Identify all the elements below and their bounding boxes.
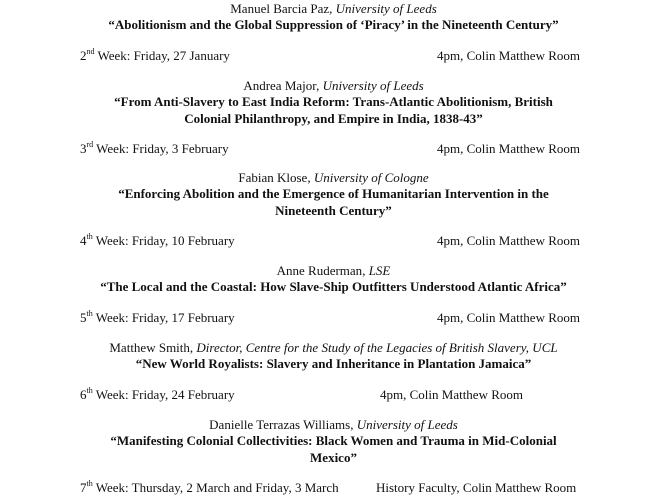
week-date [80,140,229,157]
week-number: 7 [80,480,87,495]
week-ordinal: th [86,231,93,241]
week-date [80,309,235,326]
talk-title-line: “Enforcing Abolition and the Emergence of Humanitarian Intervention in the [118,186,549,201]
speaker-affiliation: University of Leeds [322,78,424,93]
talk-title-line: “From Anti-Slavery to East India Reform: Trans-Atlantic Abolitionism, British [114,94,553,109]
talk-title [0,93,667,127]
separator: , [316,78,323,93]
speaker-line [0,416,667,433]
separator: , [329,1,336,16]
week-date [80,47,230,64]
speaker-line [0,169,667,186]
talk-title-text: “The Local and the Coastal: How Slave-Ship Outfitters Understood Atlantic Africa” [100,279,567,294]
venue: 4pm, Colin Matthew Room [437,141,580,156]
venue: 4pm, Colin Matthew Room [380,387,523,402]
talk-title-line: Mexico” [310,450,357,465]
talk-title [0,355,667,372]
speaker-line [0,339,667,356]
week-date [80,386,235,403]
speaker-affiliation: LSE [368,263,391,278]
week-ordinal: th [86,308,93,318]
speaker-line [0,0,667,17]
venue: 4pm, Colin Matthew Room [437,233,580,248]
week-day: Week: Thursday, 2 March and Friday, 3 March [92,480,339,495]
speaker-affiliation: University of Cologne [313,170,429,185]
talk-title [0,432,667,466]
speaker-name: Manuel Barcia Paz [230,1,330,16]
week-ordinal: th [86,385,93,395]
talk-title-line: Nineteenth Century” [275,203,392,218]
talk-title-text: “New World Royalists: Slavery and Inheritance in Plantation Jamaica” [135,356,532,371]
week-number: 3 [80,141,87,156]
week-number: 5 [80,310,87,325]
speaker-affiliation: University of Leeds [335,1,437,16]
talk-title-line: Colonial Philanthropy, and Empire in India, 1838-43” [184,111,483,126]
week-number: 2 [80,48,87,63]
talk-title-text: “Abolitionism and the Global Suppression of ‘Piracy’ in the Nineteenth Century” [108,17,559,32]
talk-title [0,16,667,33]
separator: , [350,417,357,432]
speaker-name: Danielle Terrazas Williams [209,417,351,432]
week-day: Week: Friday, 3 February [93,141,229,156]
talk-title [0,278,667,295]
separator: , [189,340,197,355]
separator: , [307,170,314,185]
week-day: Week: Friday, 27 January [94,48,230,63]
week-date [80,232,235,249]
venue: History Faculty, Colin Matthew Room [376,480,577,495]
week-number: 4 [80,233,87,248]
week-day: Week: Friday, 24 February [92,387,235,402]
week-ordinal: rd [86,139,94,149]
speaker-affiliation: Director, Centre for the Study of the Legacies of British Slavery, UCL [196,340,558,355]
speaker-line [0,262,667,279]
speaker-affiliation: University of Leeds [356,417,458,432]
week-day: Week: Friday, 17 February [92,310,235,325]
separator: , [362,263,369,278]
speaker-name: Anne Ruderman [276,263,363,278]
speaker-name: Andrea Major [243,78,317,93]
week-number: 6 [80,387,87,402]
talk-title [0,185,667,219]
speaker-name: Matthew Smith [109,340,190,355]
venue: 4pm, Colin Matthew Room [437,310,580,325]
week-day: Week: Friday, 10 February [92,233,235,248]
week-date [80,479,339,496]
speaker-name: Fabian Klose [238,170,308,185]
speaker-line [0,77,667,94]
week-ordinal: nd [86,46,95,56]
talk-title-line: “Manifesting Colonial Collectivities: Black Women and Trauma in Mid-Colonial [110,433,557,448]
venue: 4pm, Colin Matthew Room [437,48,580,63]
week-ordinal: th [86,478,93,488]
